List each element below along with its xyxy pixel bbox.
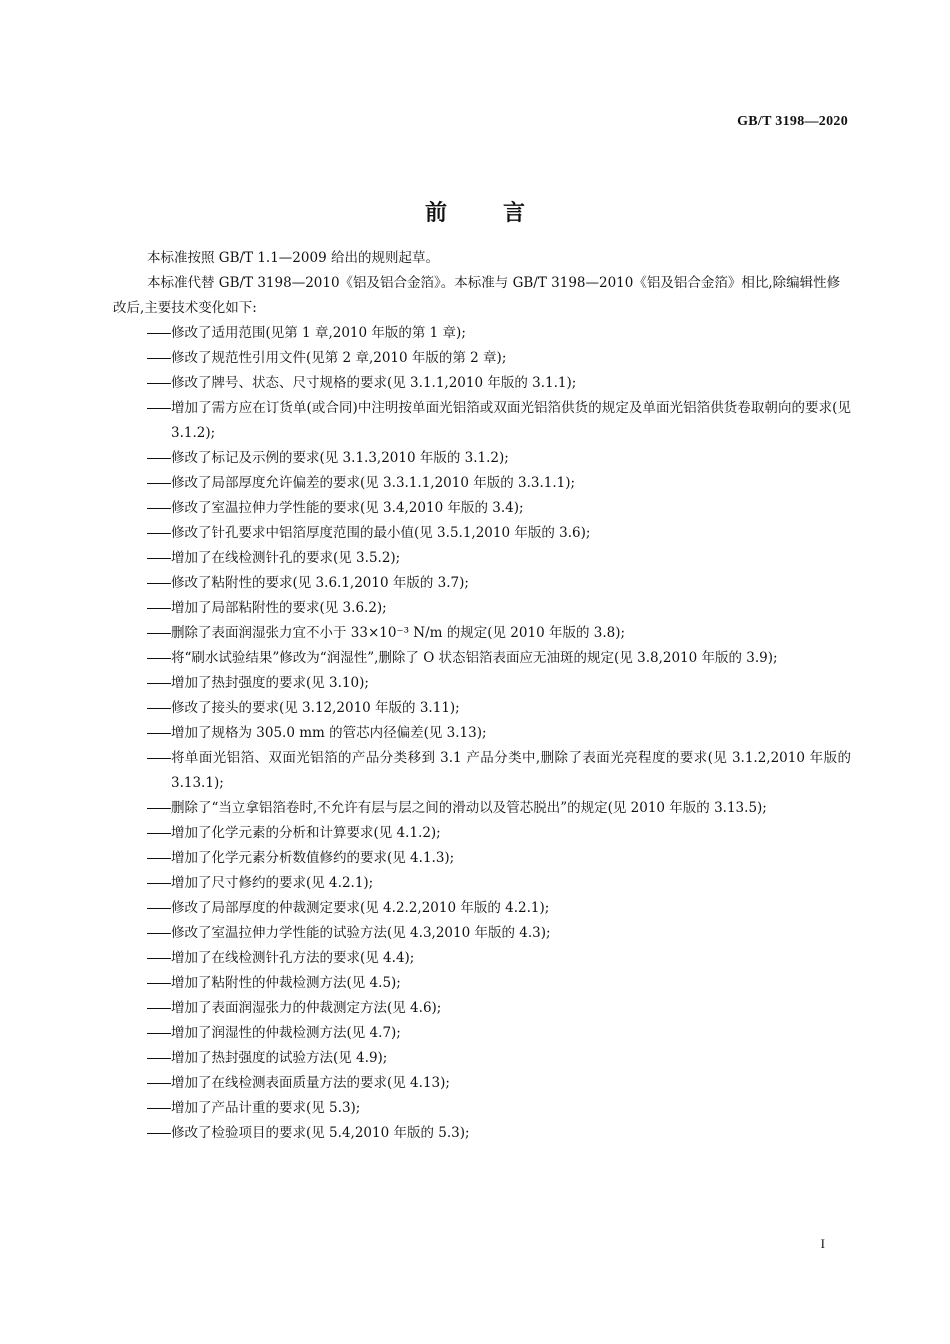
list-item-text: 将“刷水试验结果”修改为“润湿性”,删除了 O 状态铝箔表面应无油斑的规定(见 3.8,2010 年版的 3.9); (171, 650, 778, 666)
list-item-text: 增加了需方应在订货单(或合同)中注明按单面光铝箔或双面光铝箔供货的规定及单面光铝箔供货卷取朝向的要求(见 3.1.2); (171, 400, 851, 441)
list-item (113, 546, 851, 571)
list-item (113, 646, 851, 671)
list-item-text: 修改了规范性引用文件(见第 2 章,2010 年版的第 2 章); (171, 350, 507, 366)
intro-paragraph-1: 本标准按照 GB/T 1.1—2009 给出的规则起草。 (147, 250, 439, 266)
list-item-text: 修改了接头的要求(见 3.12,2010 年版的 3.11); (171, 700, 460, 716)
list-item-text: 增加了尺寸修约的要求(见 4.2.1); (171, 875, 374, 891)
list-item-text: 增加了粘附性的仲裁检测方法(见 4.5); (171, 975, 401, 991)
list-item (113, 521, 851, 546)
list-item (113, 846, 851, 871)
list-item (113, 571, 851, 596)
list-item-text: 修改了标记及示例的要求(见 3.1.3,2010 年版的 3.1.2); (171, 450, 509, 466)
list-item-text: 删除了“当立拿铝箔卷时,不允许有层与层之间的滑动以及管芯脱出”的规定(见 2010 年版的 3.13.5); (171, 800, 767, 816)
list-item (113, 921, 851, 946)
intro-paragraph-2: 本标准代替 GB/T 3198—2010《铝及铝合金箔》。本标准与 GB/T 3198—2010《铝及铝合金箔》相比,除编辑性修改后,主要技术变化如下: (113, 275, 841, 316)
list-item-text: 增加了化学元素的分析和计算要求(见 4.1.2); (171, 825, 441, 841)
list-item (113, 871, 851, 896)
list-item (113, 696, 851, 721)
list-item (113, 946, 851, 971)
list-item-text: 修改了粘附性的要求(见 3.6.1,2010 年版的 3.7); (171, 575, 469, 591)
list-item (113, 971, 851, 996)
list-item (113, 796, 851, 821)
list-item-text: 增加了局部粘附性的要求(见 3.6.2); (171, 600, 387, 616)
list-item-text: 增加了规格为 305.0 mm 的管芯内径偏差(见 3.13); (171, 725, 487, 741)
list-item-text: 修改了检验项目的要求(见 5.4,2010 年版的 5.3); (171, 1125, 470, 1141)
list-item-text: 修改了室温拉伸力学性能的试验方法(见 4.3,2010 年版的 4.3); (171, 925, 551, 941)
list-item (113, 621, 851, 646)
list-item (113, 471, 851, 496)
list-item (113, 746, 851, 796)
list-item-text: 增加了在线检测表面质量方法的要求(见 4.13); (171, 1075, 450, 1091)
list-item-text: 增加了表面润湿张力的仲裁测定方法(见 4.6); (171, 1000, 442, 1016)
list-item-text: 增加了化学元素分析数值修约的要求(见 4.1.3); (171, 850, 455, 866)
list-item (113, 346, 851, 371)
list-item (113, 996, 851, 1021)
list-item (113, 821, 851, 846)
list-item (113, 371, 851, 396)
list-item-text: 修改了针孔要求中铝箔厚度范围的最小值(见 3.5.1,2010 年版的 3.6); (171, 525, 591, 541)
change-list (113, 321, 851, 1146)
list-item (113, 721, 851, 746)
list-item (113, 1096, 851, 1121)
list-item-text: 增加了在线检测针孔方法的要求(见 4.4); (171, 950, 415, 966)
list-item (113, 896, 851, 921)
list-item (113, 1021, 851, 1046)
list-item-text: 修改了局部厚度允许偏差的要求(见 3.3.1.1,2010 年版的 3.3.1.1); (171, 475, 576, 491)
list-item (113, 596, 851, 621)
list-item (113, 1071, 851, 1096)
list-item-text: 增加了在线检测针孔的要求(见 3.5.2); (171, 550, 401, 566)
list-item-text: 删除了表面润湿张力宜不小于 33×10⁻³ N/m 的规定(见 2010 年版的 3.8); (171, 625, 626, 641)
document-body (113, 246, 851, 1146)
list-item (113, 396, 851, 446)
page-title: 前言 (424, 200, 581, 226)
list-item (113, 671, 851, 696)
list-item-text: 增加了热封强度的试验方法(见 4.9); (171, 1050, 388, 1066)
list-item (113, 496, 851, 521)
standard-code: GB/T 3198—2020 (737, 114, 848, 129)
list-item (113, 1121, 851, 1146)
list-item (113, 1046, 851, 1071)
list-item-text: 将单面光铝箔、双面光铝箔的产品分类移到 3.1 产品分类中,删除了表面光亮程度的要求(见 3.1.2,2010 年版的 3.13.1); (171, 750, 851, 791)
list-item-text: 修改了室温拉伸力学性能的要求(见 3.4,2010 年版的 3.4); (171, 500, 524, 516)
list-item-text: 增加了热封强度的要求(见 3.10); (171, 675, 369, 691)
page-number: I (820, 1236, 825, 1251)
list-item (113, 446, 851, 471)
list-item-text: 修改了适用范围(见第 1 章,2010 年版的第 1 章); (171, 325, 466, 341)
list-item-text: 增加了润湿性的仲裁检测方法(见 4.7); (171, 1025, 401, 1041)
list-item-text: 修改了局部厚度的仲裁测定要求(见 4.2.2,2010 年版的 4.2.1); (171, 900, 550, 916)
list-item-text: 增加了产品计重的要求(见 5.3); (171, 1100, 361, 1116)
list-item (113, 321, 851, 346)
list-item-text: 修改了牌号、状态、尺寸规格的要求(见 3.1.1,2010 年版的 3.1.1); (171, 375, 577, 391)
